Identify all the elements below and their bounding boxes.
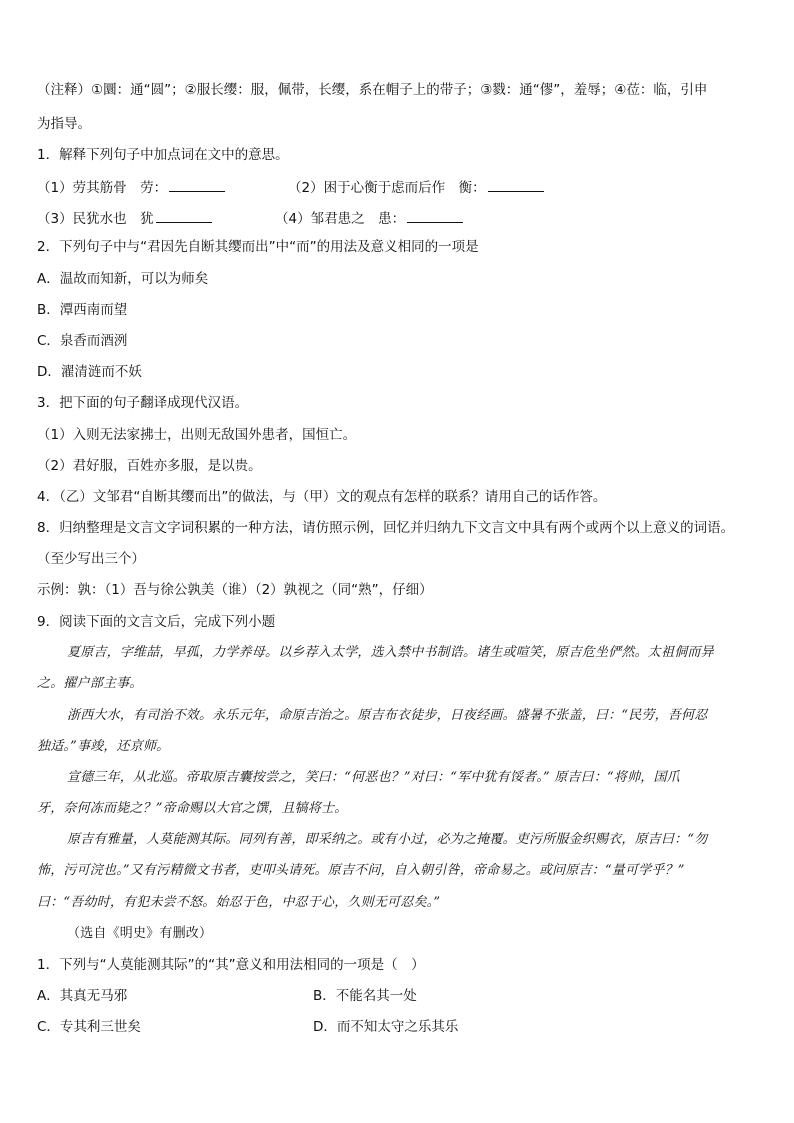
passage-p3-line-1: 宣德三年，从北巡。帝取原吉囊按尝之，笑曰：“何恶也？”对曰：“军中犹有馁者。” 原吉曰：“将帅，国爪 — [67, 770, 680, 785]
question-2-stem: 2．下列句子中与“君因先自断其缨而出”中“而”的用法及意义相同的一项是 — [37, 239, 479, 255]
question-8-line-1: 8．归纳整理是文言文字词积累的一种方法，请仿照示例，回忆并归纳九下文言文中具有两个或两个以上意义的词语。 — [37, 520, 735, 536]
notes-line-2: 为指导。 — [37, 116, 91, 132]
answer-blank-1[interactable] — [169, 177, 225, 192]
q1-item-4: （4）邹君患之 患： — [275, 211, 406, 227]
answer-blank-4[interactable] — [407, 208, 463, 223]
q3-sentence-2: （2）君好服，百姓亦多服，是以贵。 — [37, 458, 262, 474]
passage-p4-line-3: 曰：“吾幼时，有犯未尝不怒。始忍于色，中忍于心，久则无可忍矣。” — [37, 895, 441, 910]
question-9-stem: 9．阅读下面的文言文后，完成下列小题 — [37, 614, 276, 630]
q2-option-d[interactable]: D．濯清涟而不妖 — [37, 364, 142, 380]
passage-p2-line-2: 独适。”事竣，还京师。 — [37, 739, 170, 754]
subquestion-1-row-2 — [37, 1017, 767, 1037]
q2-option-c[interactable]: C．泉香而酒洌 — [37, 333, 128, 349]
q1-item-1: （1）劳其筋骨 劳： — [37, 180, 168, 196]
passage-p4-line-2: 怖，污可浣也。”又有污精微文书者，吏叩头请死。原吉不问，自入朝引咎，帝命易之。或问原吉：“量可学乎？” — [37, 863, 685, 878]
question-4-stem: 4．（乙）文邹君“自断其缨而出”的做法，与（甲）文的观点有怎样的联系？请用自己的话作答。 — [37, 489, 607, 505]
subquestion-1-stem: 1．下列与“人莫能测其际”的“其”意义和用法相同的一项是（ ） — [37, 957, 425, 973]
sub1-option-a[interactable]: A．其真无马邪 — [37, 988, 128, 1004]
question-1-stem: 1．解释下列句子中加点词在文中的意思。 — [37, 147, 289, 163]
passage-p3-line-2: 牙，奈何冻而毙之？”帝命赐以大官之馔，且犒将士。 — [37, 801, 348, 816]
sub1-option-d[interactable]: D．而不知太守之乐其乐 — [313, 1019, 459, 1035]
question-1-row-1 — [37, 177, 767, 198]
answer-blank-3[interactable] — [156, 208, 212, 223]
q3-sentence-1: （1）入则无法家拂士，出则无敌国外患者，国恒亡。 — [37, 427, 357, 443]
passage-p1-line-1: 夏原吉，字维喆，早孤，力学养母。以乡荐入太学，选入禁中书制诰。诸生或喧笑，原吉危坐俨然。太祖侗而异 — [67, 645, 714, 660]
question-8-example: 示例：孰：（1）吾与徐公孰美（谁）（2）孰视之（同“熟”，仔细） — [37, 582, 433, 598]
question-8-line-2: （至少写出三个） — [37, 551, 145, 567]
answer-blank-2[interactable] — [488, 177, 544, 192]
subquestion-1-row-1 — [37, 986, 767, 1006]
q1-item-3: （3）民犹水也 犹 — [37, 211, 154, 227]
question-1-row-2 — [37, 208, 767, 229]
passage-source: （选自《明史》有删改） — [67, 926, 213, 941]
passage-p4-line-1: 原吉有雅量，人莫能测其际。同列有善，即采纳之。或有小过，必为之掩覆。吏污所服金织赐衣，原吉曰：“勿 — [67, 832, 708, 847]
passage-p2-line-1: 浙西大水，有司治不效。永乐元年，命原吉治之。原吉布衣徒步，日夜经画。盛暑不张盖，曰：“民劳，吾何忍 — [67, 708, 708, 723]
q1-item-2: （2）困于心衡于虑而后作 衡： — [288, 180, 486, 196]
q2-option-b[interactable]: B．潭西南而望 — [37, 302, 128, 318]
q2-option-a[interactable]: A．温故而知新，可以为师矣 — [37, 271, 209, 287]
question-3-stem: 3．把下面的句子翻译成现代汉语。 — [37, 395, 249, 411]
sub1-option-c[interactable]: C．专其利三世矣 — [37, 1019, 141, 1035]
passage-p1-line-2: 之。擢户部主事。 — [37, 676, 143, 691]
sub1-option-b[interactable]: B．不能名其一处 — [313, 988, 417, 1004]
notes-line-1: （注释）①圜：通“圆”；②服长缨：服，佩带，长缨，系在帽子上的带子；③戮：通“僇”，羞辱；④莅：临，引申 — [37, 82, 708, 98]
